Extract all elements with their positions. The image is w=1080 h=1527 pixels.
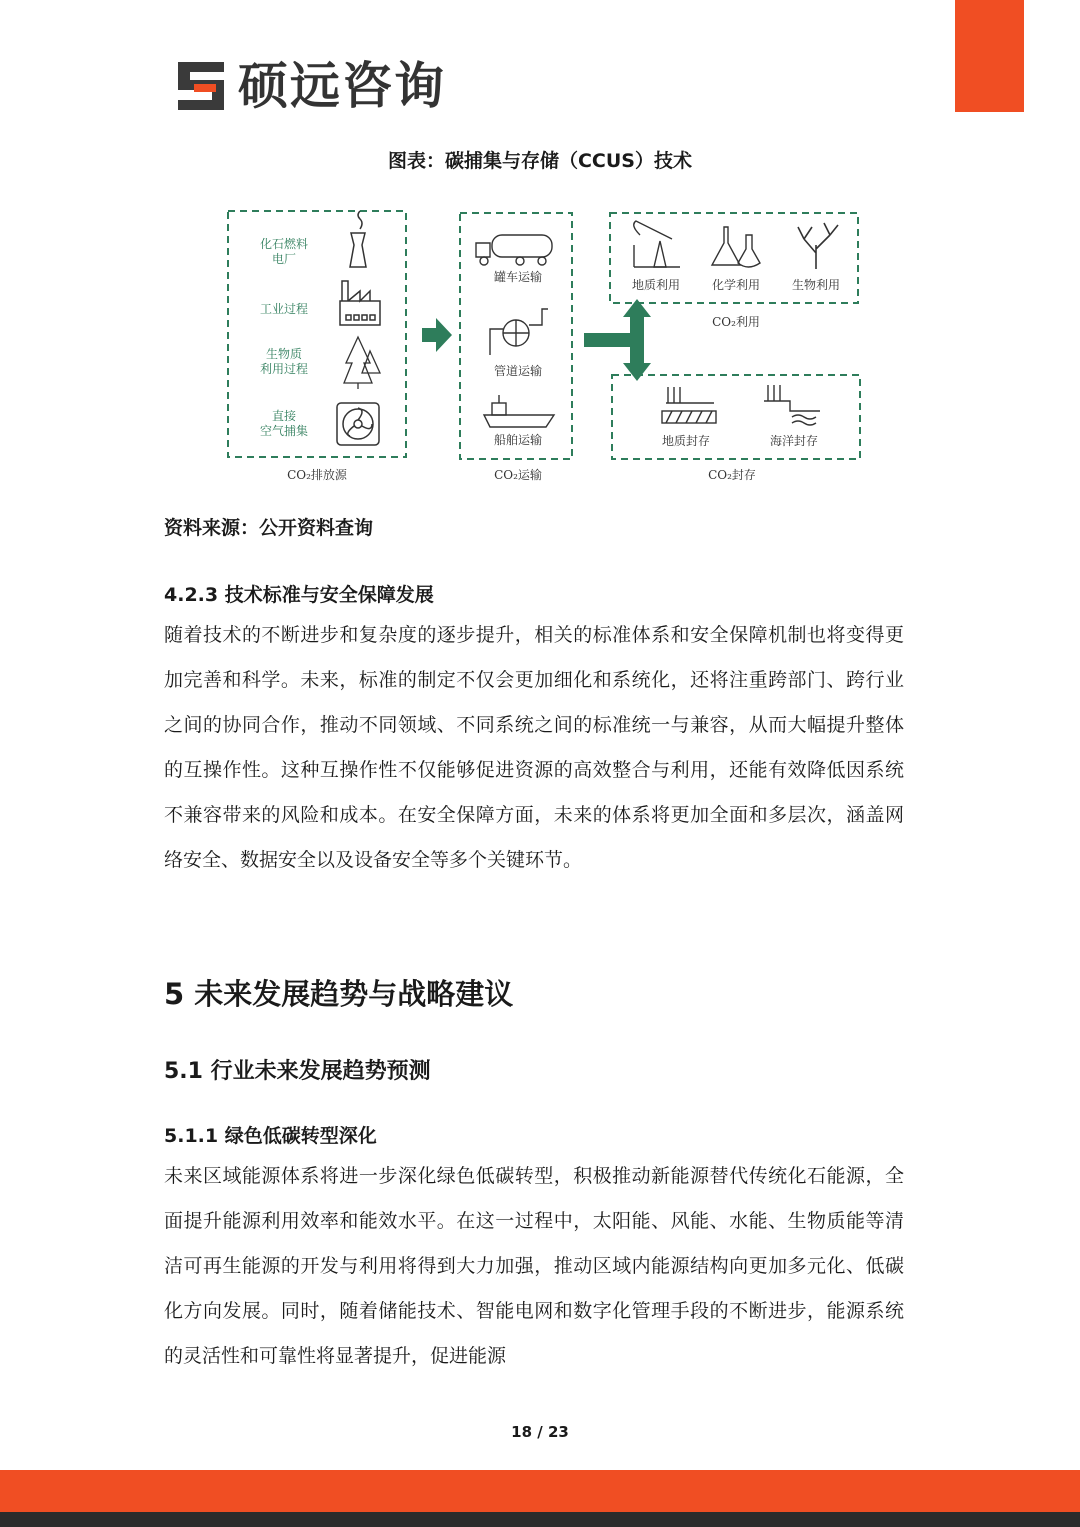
source-item-1: 化石燃料 <box>259 237 309 251</box>
source-note: 资料来源：公开资料查询 <box>164 517 374 539</box>
transport-item-2: 管道运输 <box>493 364 543 378</box>
footer-dark-bar <box>0 1512 1080 1527</box>
section-423-heading: 4.2.3 技术标准与安全保障发展 <box>164 584 434 606</box>
source-item-3b: 利用过程 <box>259 362 309 376</box>
source-item-1b: 电厂 <box>271 252 297 266</box>
storage-box <box>612 375 860 459</box>
power-plant-icon <box>350 211 366 267</box>
trees-icon <box>344 337 380 389</box>
transport-item-1: 罐车运输 <box>493 270 543 284</box>
section-423-body: 随着技术的不断进步和复杂度的逐步提升，相关的标准体系和安全保障机制也将变得更加完善和科学。未来，标准的制定不仅会更加细化和系统化，还将注重跨部门、跨行业之间的协同合作，推动不同领域、不同系统之间的标准统一与兼容，从而大幅提升整体的互操作性。这种互操作性不仅能够促进资源的高效整合与利用，还能有效降低因系统不兼容带来的风险和成本。在安全保障方面，未来的体系将更加全面和多层次，涵盖网络安全、数据安全以及设备安全等多个关键环节。 <box>164 624 904 871</box>
company-logo <box>176 56 446 116</box>
ship-icon <box>484 395 554 427</box>
pipeline-icon <box>490 309 548 355</box>
utilization-item-2: 化学利用 <box>711 278 761 292</box>
storage-item-2: 海洋封存 <box>769 434 819 448</box>
section-511-heading: 5.1.1 绿色低碳转型深化 <box>164 1125 377 1147</box>
emission-sources-caption: CO₂排放源 <box>287 468 347 482</box>
source-item-3: 生物质 <box>265 347 303 361</box>
factory-icon <box>340 281 380 325</box>
source-item-2: 工业过程 <box>259 302 309 316</box>
figure-title: 图表：碳捕集与存储（CCUS）技术 <box>387 150 692 172</box>
source-item-4: 直接 <box>271 409 297 423</box>
oil-pump-icon <box>634 221 680 267</box>
source-item-4b: 空气捕集 <box>259 424 309 438</box>
flask-icon <box>712 227 760 267</box>
split-arrow <box>584 299 651 381</box>
storage-caption: CO₂封存 <box>708 468 756 482</box>
flow-arrow-1 <box>422 318 452 352</box>
header-accent-block <box>955 0 1024 112</box>
footer-accent-bar <box>0 1470 1080 1512</box>
page-number: 18 / 23 <box>511 1423 569 1441</box>
transport-item-3: 船舶运输 <box>493 433 543 447</box>
ocean-storage-icon <box>764 385 820 425</box>
ccus-diagram <box>220 205 870 495</box>
tanker-truck-icon <box>476 235 552 265</box>
section-51-heading: 5.1 行业未来发展趋势预测 <box>164 1059 431 1084</box>
chapter-5-heading: 5 未来发展趋势与战略建议 <box>164 977 514 1011</box>
section-511-body: 未来区域能源体系将进一步深化绿色低碳转型，积极推动新能源替代传统化石能源，全面提升能源利用效率和能效水平。在这一过程中，太阳能、风能、水能、生物质能等清洁可再生能源的开发与利用将得到大力加强，推动区域内能源结构向更加多元化、低碳化方向发展。同时，随着储能技术、智能电网和数字化管理手段的不断进步，能源系统的灵活性和可靠性将显著提升，促进能源 <box>164 1165 904 1367</box>
utilization-item-1: 地质利用 <box>631 278 681 292</box>
logo-mark-icon <box>176 60 226 112</box>
storage-item-1: 地质封存 <box>661 434 711 448</box>
utilization-caption: CO₂利用 <box>712 315 760 329</box>
transport-caption: CO₂运输 <box>494 468 542 482</box>
coral-icon <box>798 223 838 269</box>
utilization-item-3: 生物利用 <box>791 278 841 292</box>
geological-storage-icon <box>662 387 716 423</box>
company-name: 硕远咨询 <box>238 57 446 115</box>
fan-icon <box>337 403 379 445</box>
